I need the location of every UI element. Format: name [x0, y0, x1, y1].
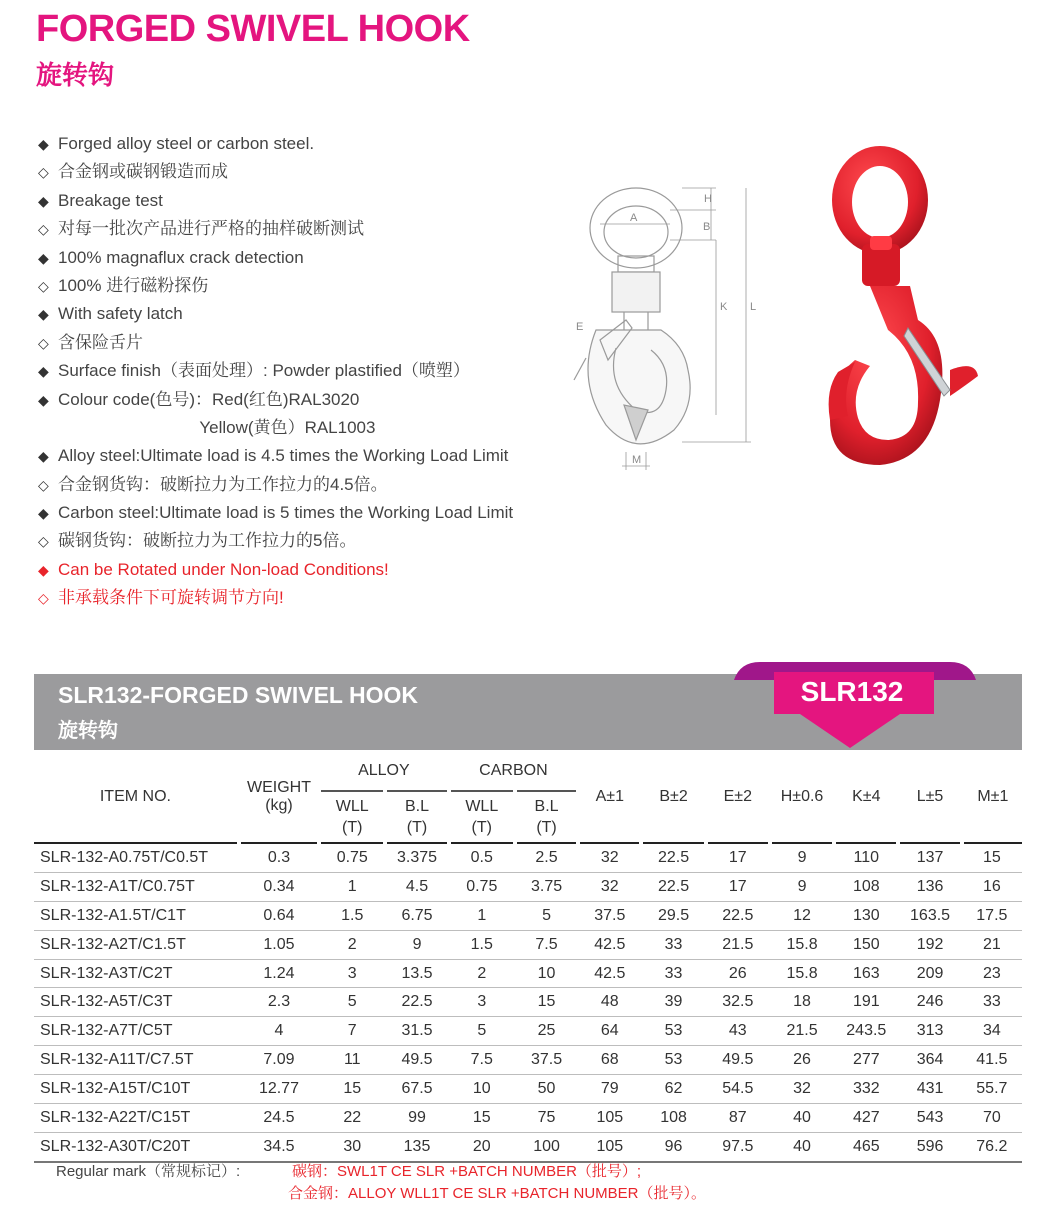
- table-cell: 40: [770, 1132, 834, 1161]
- feature-item: [38, 556, 513, 584]
- item-number-cell: SLR-132-A3T/C2T: [34, 959, 239, 988]
- table-cell: 3: [449, 988, 515, 1017]
- table-cell: 42.5: [578, 959, 641, 988]
- table-cell: 15.8: [770, 959, 834, 988]
- feature-item: [38, 527, 513, 555]
- header-carbon-wll: [449, 791, 515, 843]
- feature-text: Alloy steel:Ultimate load is 4.5 times the Working Load Limit: [58, 446, 509, 466]
- table-cell: 543: [898, 1104, 961, 1133]
- table-row: [34, 872, 1022, 901]
- table-cell: 22.5: [706, 901, 770, 930]
- diamond-outline-icon: ◇: [38, 277, 49, 294]
- table-row: [34, 930, 1022, 959]
- item-number-cell: SLR-132-A15T/C10T: [34, 1075, 239, 1104]
- carbon-mark-text: 碳钢：SWL1T CE SLR +BATCH NUMBER（批号）;: [292, 1163, 642, 1180]
- feature-item: [38, 499, 513, 527]
- table-cell: 332: [834, 1075, 898, 1104]
- table-cell: 2: [319, 930, 385, 959]
- table-cell: 0.5: [449, 843, 515, 872]
- table-cell: 22.5: [641, 872, 705, 901]
- table-cell: 26: [706, 959, 770, 988]
- table-cell: 15: [449, 1104, 515, 1133]
- item-number-cell: SLR-132-A7T/C5T: [34, 1017, 239, 1046]
- table-cell: 1.24: [239, 959, 319, 988]
- regular-mark-label: Regular mark（常规标记）:: [56, 1163, 241, 1180]
- table-cell: 16: [962, 872, 1022, 901]
- header-unit: (T): [536, 819, 557, 836]
- table-cell: 97.5: [706, 1132, 770, 1161]
- table-cell: 7.09: [239, 1046, 319, 1075]
- feature-text: 对每一批次产品进行严格的抽样破断测试: [58, 219, 364, 239]
- table-cell: 34.5: [239, 1132, 319, 1161]
- table-cell: 209: [898, 959, 961, 988]
- table-cell: 2: [449, 959, 515, 988]
- table-cell: 1.5: [319, 901, 385, 930]
- table-cell: 49.5: [706, 1046, 770, 1075]
- table-cell: 21.5: [770, 1017, 834, 1046]
- table-cell: 2.5: [515, 843, 578, 872]
- table-cell: 105: [578, 1104, 641, 1133]
- red-swivel-hook-image: [800, 140, 990, 480]
- diamond-outline-icon: ◇: [38, 590, 49, 607]
- table-cell: 55.7: [962, 1075, 1022, 1104]
- label-h: H: [704, 193, 712, 205]
- table-cell: 33: [641, 930, 705, 959]
- table-cell: 23: [962, 959, 1022, 988]
- diamond-filled-icon: ◆: [38, 192, 49, 209]
- table-cell: 7.5: [449, 1046, 515, 1075]
- header-unit: (T): [406, 819, 428, 836]
- table-cell: 465: [834, 1132, 898, 1161]
- table-cell: 64: [578, 1017, 641, 1046]
- header-bl-label: B.L: [534, 798, 559, 815]
- table-cell: 105: [578, 1132, 641, 1161]
- header-alloy-bl: [385, 791, 448, 843]
- header-weight-label: WEIGHT: [246, 779, 311, 796]
- table-cell: 7.5: [515, 930, 578, 959]
- header-alloy: ALLOY: [319, 752, 449, 791]
- table-cell: 31.5: [385, 1017, 448, 1046]
- table-cell: 53: [641, 1046, 705, 1075]
- model-tab-label: SLR132: [800, 676, 904, 707]
- table-cell: 110: [834, 843, 898, 872]
- table-cell: 313: [898, 1017, 961, 1046]
- table-cell: 4.5: [385, 872, 448, 901]
- feature-text: Carbon steel:Ultimate load is 5 times the Working Load Limit: [58, 503, 514, 523]
- table-cell: 41.5: [962, 1046, 1022, 1075]
- table-cell: 87: [706, 1104, 770, 1133]
- diamond-filled-icon: ◆: [38, 391, 49, 408]
- feature-text: 含保险舌片: [58, 332, 143, 352]
- table-cell: 33: [641, 959, 705, 988]
- feature-item: [38, 471, 513, 499]
- table-cell: 25: [515, 1017, 578, 1046]
- table-row: [34, 1017, 1022, 1046]
- table-cell: 596: [898, 1132, 961, 1161]
- item-number-cell: SLR-132-A5T/C3T: [34, 988, 239, 1017]
- header-unit: (T): [342, 819, 363, 836]
- table-cell: 34: [962, 1017, 1022, 1046]
- feature-item: [38, 414, 513, 442]
- table-cell: 62: [641, 1075, 705, 1104]
- table-cell: 37.5: [578, 901, 641, 930]
- table-cell: 137: [898, 843, 961, 872]
- diamond-outline-icon: ◇: [38, 334, 49, 351]
- banner-title: SLR132-FORGED SWIVEL HOOK: [58, 682, 418, 708]
- table-cell: 75: [515, 1104, 578, 1133]
- table-cell: 12: [770, 901, 834, 930]
- header-weight: [239, 752, 319, 843]
- item-number-cell: SLR-132-A22T/C15T: [34, 1104, 239, 1133]
- table-cell: 54.5: [706, 1075, 770, 1104]
- table-cell: 13.5: [385, 959, 448, 988]
- diamond-filled-icon: ◆: [38, 363, 49, 380]
- table-cell: 99: [385, 1104, 448, 1133]
- table-cell: 191: [834, 988, 898, 1017]
- table-cell: 24.5: [239, 1104, 319, 1133]
- table-row: [34, 1104, 1022, 1133]
- diamond-filled-icon: ◆: [38, 561, 49, 578]
- table-cell: 79: [578, 1075, 641, 1104]
- table-cell: 26: [770, 1046, 834, 1075]
- table-cell: 108: [834, 872, 898, 901]
- table-cell: 17.5: [962, 901, 1022, 930]
- feature-list: [38, 130, 513, 613]
- label-a: A: [630, 212, 638, 224]
- diamond-outline-icon: ◇: [38, 533, 49, 550]
- table-cell: 11: [319, 1046, 385, 1075]
- table-row: [34, 843, 1022, 872]
- diamond-filled-icon: ◆: [38, 306, 49, 323]
- table-cell: 17: [706, 843, 770, 872]
- table-cell: 136: [898, 872, 961, 901]
- table-cell: 50: [515, 1075, 578, 1104]
- table-cell: 3.375: [385, 843, 448, 872]
- item-number-cell: SLR-132-A30T/C20T: [34, 1132, 239, 1161]
- table-cell: 39: [641, 988, 705, 1017]
- table-cell: 33: [962, 988, 1022, 1017]
- feature-item: [38, 584, 513, 612]
- header-wll-label: WLL: [335, 798, 369, 815]
- table-cell: 5: [515, 901, 578, 930]
- table-cell: 0.64: [239, 901, 319, 930]
- feature-item: [38, 244, 513, 272]
- feature-item: [38, 357, 513, 385]
- header-unit: (T): [471, 819, 492, 836]
- hook-dimension-diagram: [566, 180, 776, 480]
- page-title: FORGED SWIVEL HOOK: [36, 8, 470, 50]
- table-cell: 53: [641, 1017, 705, 1046]
- table-cell: 431: [898, 1075, 961, 1104]
- table-cell: 3: [319, 959, 385, 988]
- header-weight-unit: (kg): [265, 797, 293, 814]
- table-cell: 70: [962, 1104, 1022, 1133]
- table-row: [34, 988, 1022, 1017]
- feature-item: [38, 272, 513, 300]
- table-cell: 364: [898, 1046, 961, 1075]
- label-l: L: [750, 301, 757, 313]
- table-cell: 20: [449, 1132, 515, 1161]
- table-cell: 1: [319, 872, 385, 901]
- table-cell: 10: [515, 959, 578, 988]
- diamond-outline-icon: ◇: [38, 221, 49, 238]
- header-carbon-bl: [515, 791, 578, 843]
- table-cell: 30: [319, 1132, 385, 1161]
- diamond-outline-icon: ◇: [38, 476, 49, 493]
- table-cell: 9: [770, 843, 834, 872]
- table-cell: 15: [319, 1075, 385, 1104]
- feature-text: Surface finish（表面处理）: Powder plastified（喷塑）: [58, 361, 470, 381]
- spec-table: [34, 752, 1022, 1163]
- header-h: H±0.6: [770, 752, 834, 843]
- header-b: B±2: [641, 752, 705, 843]
- feature-item: [38, 187, 513, 215]
- table-cell: 163: [834, 959, 898, 988]
- table-cell: 163.5: [898, 901, 961, 930]
- item-number-cell: SLR-132-A1.5T/C1T: [34, 901, 239, 930]
- item-number-cell: SLR-132-A2T/C1.5T: [34, 930, 239, 959]
- feature-text: 碳钢货钩：破断拉力为工作拉力的5倍。: [58, 531, 357, 551]
- table-cell: 0.75: [449, 872, 515, 901]
- feature-text: 非承载条件下可旋转调节方向!: [58, 588, 284, 608]
- table-cell: 48: [578, 988, 641, 1017]
- table-cell: 96: [641, 1132, 705, 1161]
- header-m: M±1: [962, 752, 1022, 843]
- table-cell: 5: [449, 1017, 515, 1046]
- table-cell: 0.3: [239, 843, 319, 872]
- label-m: M: [632, 454, 642, 466]
- diamond-filled-icon: ◆: [38, 136, 49, 152]
- table-row: [34, 901, 1022, 930]
- table-cell: 76.2: [962, 1132, 1022, 1161]
- feature-item: [38, 386, 513, 414]
- item-number-cell: SLR-132-A11T/C7.5T: [34, 1046, 239, 1075]
- table-cell: 40: [770, 1104, 834, 1133]
- diamond-filled-icon: ◆: [38, 249, 49, 266]
- feature-text: Colour code(色号)：Red(红色)RAL3020: [58, 389, 360, 409]
- table-cell: 7: [319, 1017, 385, 1046]
- table-cell: 0.34: [239, 872, 319, 901]
- table-cell: 21: [962, 930, 1022, 959]
- header-item-no: ITEM NO.: [34, 752, 239, 843]
- table-cell: 37.5: [515, 1046, 578, 1075]
- header-k: K±4: [834, 752, 898, 843]
- table-cell: 42.5: [578, 930, 641, 959]
- table-cell: 1.5: [449, 930, 515, 959]
- page-title-cn: 旋转钩: [36, 60, 115, 90]
- table-cell: 15: [515, 988, 578, 1017]
- feature-text: Yellow(黄色）RAL1003: [58, 417, 376, 437]
- table-cell: 1.05: [239, 930, 319, 959]
- diamond-outline-icon: ◇: [38, 164, 49, 181]
- header-alloy-wll: [319, 791, 385, 843]
- table-cell: 32.5: [706, 988, 770, 1017]
- item-number-cell: SLR-132-A0.75T/C0.5T: [34, 843, 239, 872]
- header-wll-label: WLL: [465, 798, 499, 815]
- table-cell: 3.75: [515, 872, 578, 901]
- header-l: L±5: [898, 752, 961, 843]
- table-cell: 4: [239, 1017, 319, 1046]
- table-cell: 43: [706, 1017, 770, 1046]
- table-cell: 22: [319, 1104, 385, 1133]
- table-cell: 67.5: [385, 1075, 448, 1104]
- table-cell: 243.5: [834, 1017, 898, 1046]
- table-cell: 0.75: [319, 843, 385, 872]
- feature-text: With safety latch: [58, 304, 183, 324]
- label-b: B: [703, 221, 711, 233]
- feature-item: [38, 130, 513, 158]
- feature-text: Forged alloy steel or carbon steel.: [58, 134, 315, 153]
- header-e: E±2: [706, 752, 770, 843]
- table-cell: 246: [898, 988, 961, 1017]
- feature-text: 100% 进行磁粉探伤: [58, 275, 209, 295]
- label-k: K: [720, 301, 728, 313]
- table-cell: 108: [641, 1104, 705, 1133]
- feature-item: [38, 300, 513, 328]
- table-cell: 5: [319, 988, 385, 1017]
- feature-text: Can be Rotated under Non-load Conditions!: [58, 559, 389, 579]
- feature-item: [38, 329, 513, 357]
- diamond-filled-icon: ◆: [38, 505, 49, 522]
- table-cell: 277: [834, 1046, 898, 1075]
- item-number-cell: SLR-132-A1T/C0.75T: [34, 872, 239, 901]
- table-cell: 12.77: [239, 1075, 319, 1104]
- table-cell: 22.5: [641, 843, 705, 872]
- table-cell: 17: [706, 872, 770, 901]
- header-bl-label: B.L: [405, 798, 430, 815]
- table-cell: 130: [834, 901, 898, 930]
- table-row: [34, 959, 1022, 988]
- feature-item: [38, 158, 513, 186]
- table-cell: 49.5: [385, 1046, 448, 1075]
- table-cell: 9: [385, 930, 448, 959]
- header-carbon: CARBON: [449, 752, 579, 791]
- table-cell: 135: [385, 1132, 448, 1161]
- table-row: [34, 1075, 1022, 1104]
- table-cell: 21.5: [706, 930, 770, 959]
- table-cell: 9: [770, 872, 834, 901]
- table-cell: 32: [578, 872, 641, 901]
- feature-item: [38, 442, 513, 470]
- table-row: [34, 1046, 1022, 1075]
- table-cell: 18: [770, 988, 834, 1017]
- table-cell: 192: [898, 930, 961, 959]
- feature-text: Breakage test: [58, 190, 163, 210]
- table-cell: 10: [449, 1075, 515, 1104]
- table-cell: 15.8: [770, 930, 834, 959]
- label-e: E: [576, 321, 584, 333]
- feature-text: 合金钢或碳钢锻造而成: [58, 162, 228, 182]
- table-cell: 150: [834, 930, 898, 959]
- table-cell: 1: [449, 901, 515, 930]
- table-cell: 100: [515, 1132, 578, 1161]
- feature-text: 100% magnaflux crack detection: [58, 247, 304, 267]
- table-row: [34, 1132, 1022, 1161]
- table-cell: 32: [578, 843, 641, 872]
- header-a: A±1: [578, 752, 641, 843]
- table-cell: 15: [962, 843, 1022, 872]
- table-cell: 68: [578, 1046, 641, 1075]
- banner-subtitle: 旋转钩: [58, 720, 118, 742]
- table-cell: 29.5: [641, 901, 705, 930]
- table-cell: 2.3: [239, 988, 319, 1017]
- alloy-mark-text: 合金钢：ALLOY WLL1T CE SLR +BATCH NUMBER（批号）。: [288, 1185, 707, 1202]
- diamond-filled-icon: ◆: [38, 448, 49, 465]
- table-cell: 427: [834, 1104, 898, 1133]
- feature-text: 合金钢货钩：破断拉力为工作拉力的4.5倍。: [58, 474, 388, 494]
- table-cell: 6.75: [385, 901, 448, 930]
- table-cell: 32: [770, 1075, 834, 1104]
- feature-item: [38, 215, 513, 243]
- table-cell: 22.5: [385, 988, 448, 1017]
